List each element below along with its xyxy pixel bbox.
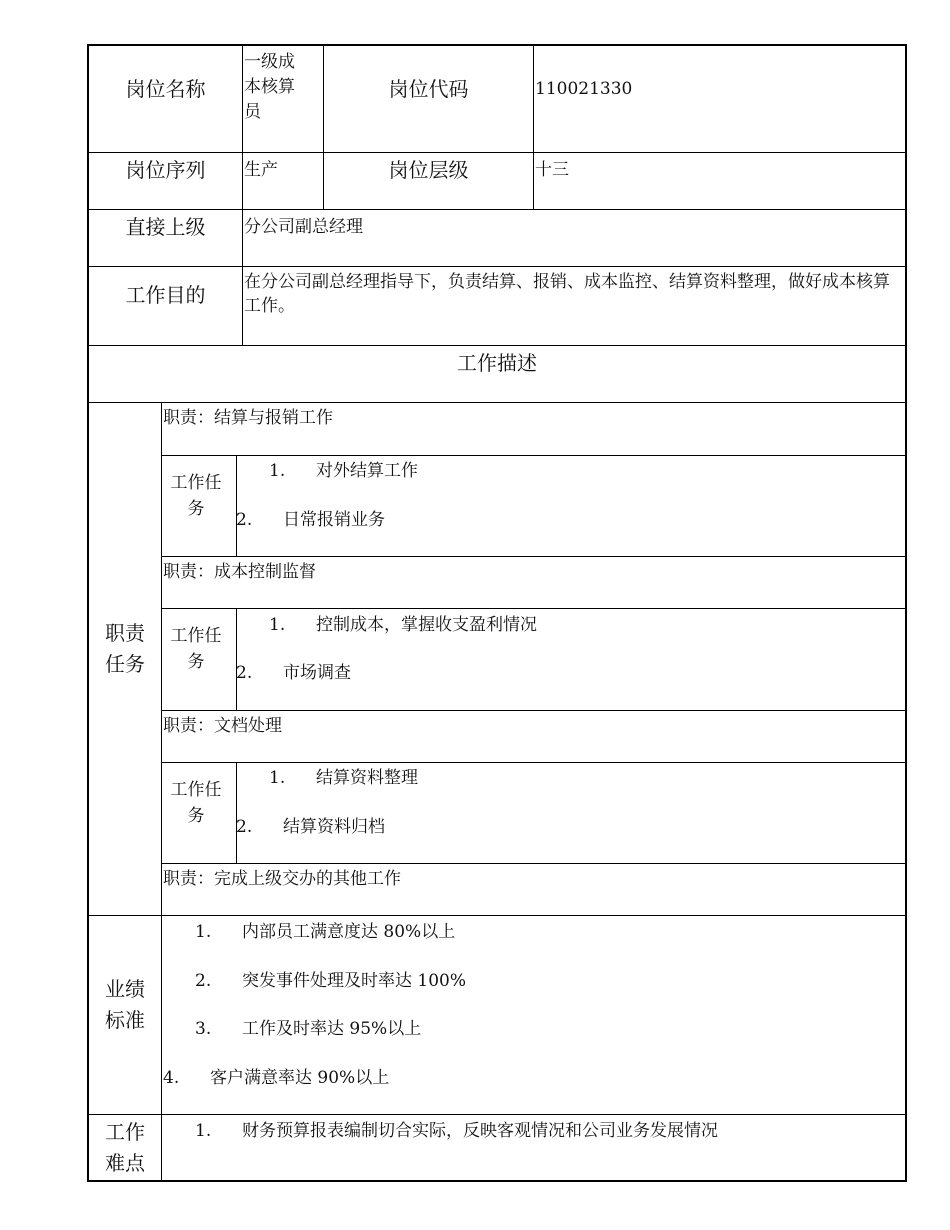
- table-border-right: [905, 44, 907, 1182]
- performance-number: 4.: [163, 1068, 180, 1088]
- duty-title: 职责：文档处理: [163, 716, 282, 736]
- row-divider: [161, 556, 907, 557]
- row-divider: [161, 710, 907, 711]
- difficulty-number: 1.: [195, 1121, 212, 1141]
- level-value: 十三: [535, 160, 569, 180]
- performance-item: [163, 1066, 863, 1090]
- post-name-value: 一级成本核算员: [244, 52, 295, 122]
- row-divider: [161, 608, 907, 609]
- task-number: 1.: [269, 461, 286, 481]
- task-number: 1.: [269, 768, 286, 788]
- duty-title: 职责：成本控制监督: [163, 562, 316, 582]
- row-divider: [87, 345, 907, 346]
- performance-text: 客户满意率达 90%以上: [210, 1068, 390, 1088]
- superior-label: 直接上级: [125, 215, 206, 239]
- table-border-top: [87, 44, 907, 46]
- purpose-label: 工作目的: [125, 283, 206, 307]
- row-divider: [161, 455, 907, 456]
- row-divider: [87, 152, 907, 153]
- row-divider: [87, 915, 907, 916]
- row-divider: [87, 266, 907, 267]
- col-divider: [161, 402, 162, 1181]
- col-divider: [236, 608, 237, 711]
- task-text: 日常报销业务: [283, 510, 385, 530]
- performance-item: [195, 1017, 895, 1041]
- task-item: [269, 766, 889, 790]
- task-text: 控制成本，掌握收支盈利情况: [316, 615, 537, 635]
- performance-item: [195, 920, 895, 944]
- col-divider: [236, 762, 237, 864]
- difficulty-label: 工作难点: [105, 1120, 145, 1175]
- work-description-title: 工作描述: [457, 351, 537, 375]
- row-divider: [87, 1114, 907, 1115]
- sequence-value: 生产: [244, 160, 278, 180]
- task-number: 1.: [269, 615, 286, 635]
- performance-item: [195, 969, 895, 993]
- task-number: 2.: [236, 817, 253, 837]
- row-divider: [161, 863, 907, 864]
- performance-number: 3.: [195, 1019, 212, 1039]
- task-item: [269, 613, 889, 637]
- level-label: 岗位层级: [388, 158, 469, 182]
- performance-text: 内部员工满意度达 80%以上: [242, 922, 456, 942]
- task-item: [269, 459, 889, 483]
- superior-value: 分公司副总经理: [244, 217, 363, 237]
- col-divider: [242, 44, 243, 346]
- task-item: [236, 661, 856, 685]
- performance-label: 业绩标准: [105, 977, 145, 1032]
- task-item: [236, 815, 856, 839]
- post-code-value: 110021330: [535, 79, 633, 99]
- task-text: 结算资料整理: [316, 768, 418, 788]
- difficulty-item: [195, 1119, 895, 1143]
- performance-text: 工作及时率达 95%以上: [242, 1019, 422, 1039]
- task-text: 市场调查: [283, 663, 351, 683]
- task-number: 2.: [236, 663, 253, 683]
- task-text: 对外结算工作: [316, 461, 418, 481]
- col-divider: [236, 455, 237, 557]
- task-label: 工作任务: [170, 626, 222, 672]
- purpose-value: 在分公司副总经理指导下，负责结算、报销、成本监控、结算资料整理，做好成本核算工作。: [244, 272, 890, 316]
- col-divider: [323, 44, 324, 210]
- row-divider: [161, 762, 907, 763]
- task-label: 工作任务: [170, 780, 222, 826]
- col-divider: [533, 44, 534, 210]
- table-border-bottom: [87, 1180, 907, 1182]
- performance-number: 2.: [195, 971, 212, 991]
- performance-text: 突发事件处理及时率达 100%: [242, 971, 467, 991]
- duty-title: 职责：结算与报销工作: [163, 408, 333, 428]
- row-divider: [87, 402, 907, 403]
- task-text: 结算资料归档: [283, 817, 385, 837]
- post-name-label: 岗位名称: [125, 77, 206, 101]
- duty-title: 职责：完成上级交办的其他工作: [163, 869, 401, 889]
- task-item: [236, 508, 856, 532]
- task-number: 2.: [236, 510, 253, 530]
- sequence-label: 岗位序列: [125, 158, 206, 182]
- post-code-label: 岗位代码: [388, 77, 469, 101]
- performance-number: 1.: [195, 922, 212, 942]
- difficulty-text: 财务预算报表编制切合实际，反映客观情况和公司业务发展情况: [242, 1121, 718, 1141]
- row-divider: [87, 209, 907, 210]
- task-label: 工作任务: [170, 473, 222, 519]
- duties-section-label: 职责任务: [105, 621, 145, 676]
